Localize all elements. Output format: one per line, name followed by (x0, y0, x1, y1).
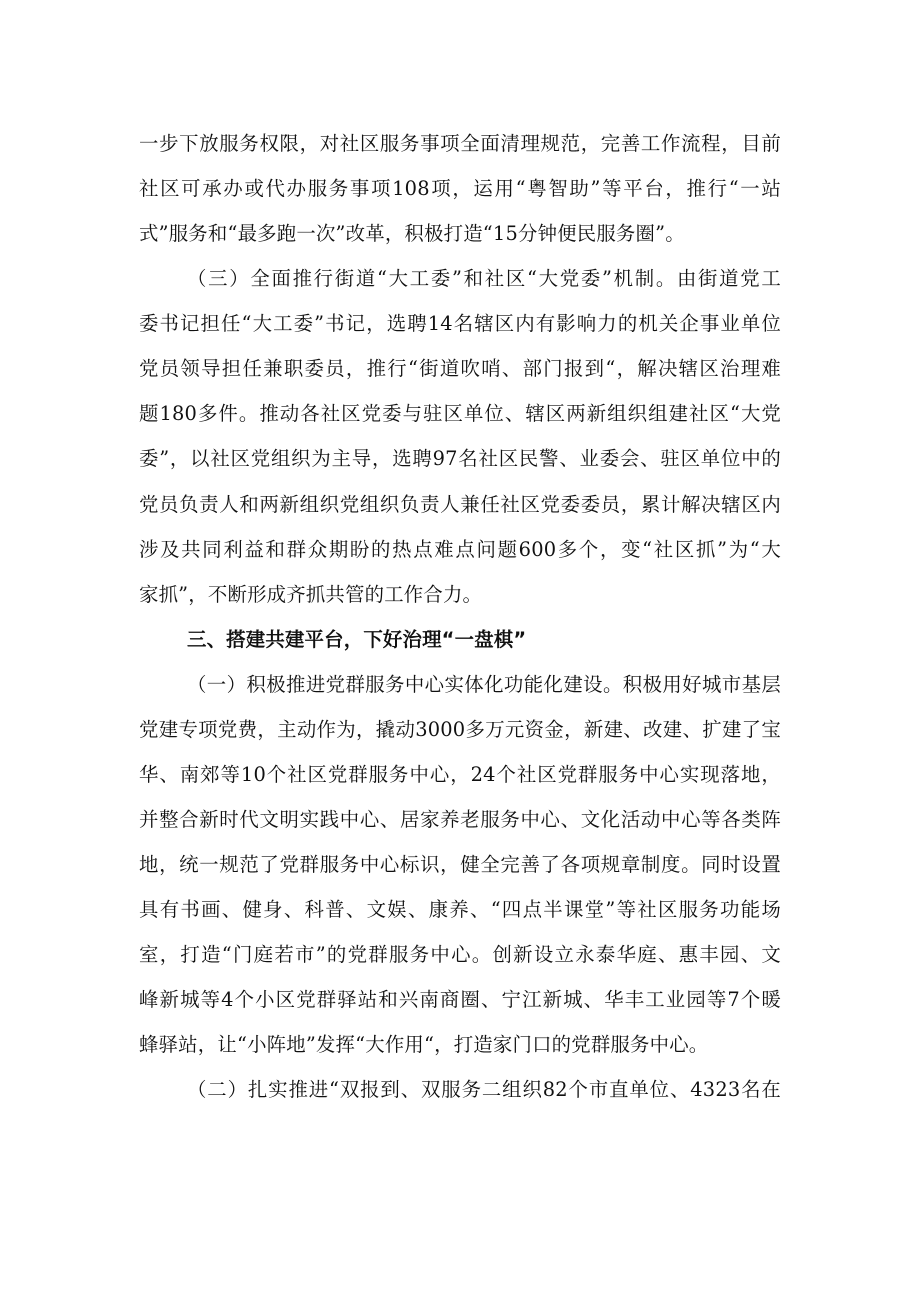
text-line: 委书记担任“大工委”书记，选聘14名辖区内有影响力的机关企事业单位 (139, 312, 781, 335)
text-line: 室，打造“门庭若市”的党群服务中心。创新设立永泰华庭、惠丰园、文 (139, 943, 781, 966)
paragraph-first-line: （二）扎实推进“双报到、双服务二组织82个市直单位、4323名在 (187, 1078, 781, 1101)
text-line: 党员负责人和两新组织党组织负责人兼任社区党委委员，累计解决辖区内 (139, 493, 781, 516)
text-line: 委”，以社区党组织为主导，选聘97名社区民警、业委会、驻区单位中的 (139, 447, 781, 470)
text-line: 题180多件。推动各社区党委与驻区单位、辖区两新组织组建社区“大党 (139, 402, 781, 425)
text-line: 党建专项党费，主动作为，撬动3000多万元资金，新建、改建、扩建了宝 (139, 718, 781, 741)
text-line: 一步下放服务权限，对社区服务事项全面清理规范，完善工作流程，目前 (139, 132, 781, 155)
text-line: 式”服务和“最多跑一次”改革，积极打造“15分钟便民服务圈”。 (139, 222, 685, 245)
text-line: 蜂驿站，让“小阵地”发挥“大作用“，打造家门口的党群服务中心。 (139, 1033, 709, 1056)
text-line: 地，统一规范了党群服务中心标识，健全完善了各项规章制度。同时设置 (139, 853, 781, 876)
text-line: 涉及共同利益和群众期盼的热点难点问题600多个，变“社区抓”为“大 (139, 538, 781, 561)
text-line: 华、南郊等10个社区党群服务中心，24个社区党群服务中心实现落地， (139, 763, 781, 786)
paragraph-first-line: （三）全面推行街道“大工委”和社区“大党委”机制。由街道党工 (187, 267, 781, 290)
section-heading: 三、搭建共建平台，下好治理“一盘棋” (187, 628, 527, 651)
text-line: 具有书画、健身、科普、文娱、康养、“四点半课堂”等社区服务功能场 (139, 898, 781, 921)
text-line: 党员领导担任兼职委员，推行“街道吹哨、部门报到“，解决辖区治理难 (139, 357, 781, 380)
text-line: 峰新城等4个小区党群驿站和兴南商圈、宁江新城、华丰工业园等7个暖 (139, 988, 781, 1011)
text-line: 并整合新时代文明实践中心、居家养老服务中心、文化活动中心等各类阵 (139, 808, 781, 831)
text-line: 家抓”，不断形成齐抓共管的工作合力。 (139, 583, 483, 606)
text-line: 社区可承办或代办服务事项108项，运用“粤智助”等平台，推行“一站 (139, 177, 781, 200)
paragraph-first-line: （一）积极推进党群服务中心实体化功能化建设。积极用好城市基层 (187, 673, 781, 696)
